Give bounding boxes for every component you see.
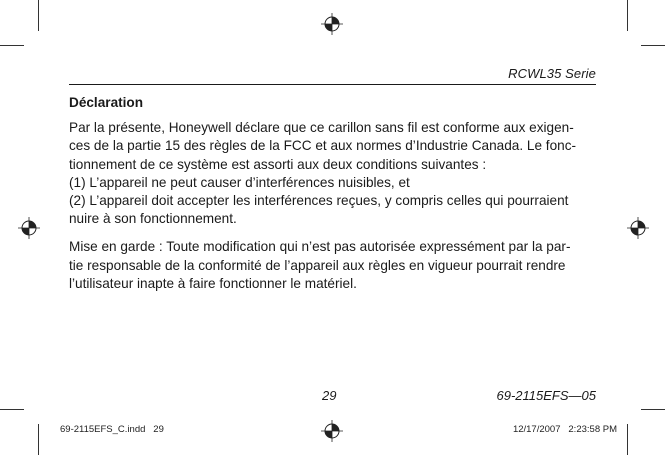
crop-mark xyxy=(0,409,24,410)
text-line: nuire à son fonctionnement. xyxy=(69,211,237,227)
crop-mark xyxy=(627,424,628,455)
crop-mark xyxy=(38,0,39,31)
text-line: (2) L’appareil doit accepter les interférences reçues, y compris celles qui pourraient xyxy=(69,193,569,209)
registration-mark-icon xyxy=(321,13,343,35)
header-series-title: RCWL35 Serie xyxy=(508,66,596,81)
registration-mark-icon xyxy=(627,217,649,239)
paragraph-warning xyxy=(69,238,596,293)
content xyxy=(69,94,596,303)
document-number: 69-2115EFS—05 xyxy=(496,388,596,403)
text-line: (1) L’appareil ne peut causer d’interférences nuisibles, et xyxy=(69,174,410,190)
text-line: tie responsable de la conformité de l’appareil aux règles en vigueur pourrait rendre xyxy=(69,257,566,273)
paragraph-declaration xyxy=(69,119,596,228)
text-line: ces de la partie 15 des règles de la FCC et aux normes d’Industrie Canada. Le fonc- xyxy=(69,138,577,154)
text-line: tionnement de ce système est assorti aux deux conditions suivantes : xyxy=(69,156,487,172)
slug-filename: 69-2115EFS_C.indd 29 xyxy=(60,424,164,435)
crop-mark xyxy=(641,45,665,46)
page-number: 29 xyxy=(322,388,337,403)
crop-mark xyxy=(38,424,39,455)
header-rule xyxy=(69,84,596,85)
registration-mark-icon xyxy=(321,420,343,442)
crop-mark xyxy=(0,45,24,46)
crop-mark xyxy=(641,409,665,410)
text-line: l’utilisateur inapte à faire fonctionner le matériel. xyxy=(69,275,357,291)
section-title: Déclaration xyxy=(69,95,144,110)
slug-timestamp: 12/17/2007 2:23:58 PM xyxy=(512,424,617,435)
crop-mark xyxy=(627,0,628,31)
registration-mark-icon xyxy=(18,217,40,239)
text-line: Par la présente, Honeywell déclare que ce carillon sans fil est conforme aux exigen- xyxy=(69,120,574,136)
text-line: Mise en garde : Toute modification qui n’est pas autorisée expressément par la par- xyxy=(69,239,571,255)
